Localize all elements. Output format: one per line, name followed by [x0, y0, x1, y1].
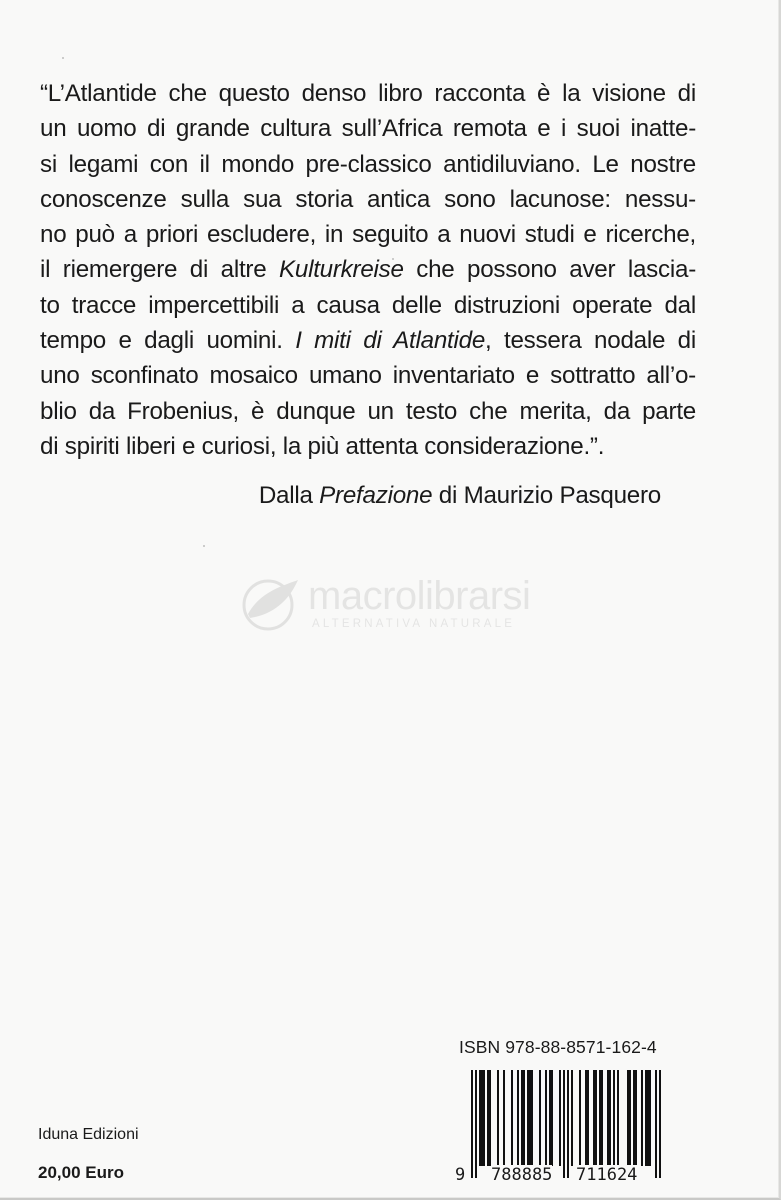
isbn-label: ISBN 978-88-8571-162-4 [459, 1037, 657, 1057]
barcode-bar [627, 1070, 629, 1166]
barcode-bar [649, 1070, 651, 1166]
quote-line: “L’Atlantide che questo denso libro racconta è la visione di [40, 80, 696, 107]
barcode-bar [613, 1070, 615, 1166]
quote-line: uno sconfinato mosaico umano inventariato e sottratto all’o- [40, 362, 696, 390]
barcode-bar [549, 1070, 551, 1166]
barcode-bar [479, 1070, 481, 1166]
barcode-bar [517, 1070, 519, 1166]
barcode-bar [607, 1070, 609, 1166]
barcode-bar [571, 1070, 573, 1166]
watermark-tagline: ALTERNATIVA NATURALE [312, 618, 516, 630]
barcode-bar [647, 1070, 649, 1166]
quote-text: che possono aver lascia- [403, 256, 696, 284]
barcode-bar [529, 1070, 531, 1166]
barcode-bar [527, 1070, 529, 1166]
barcode-bar [585, 1070, 587, 1166]
barcode-bar [471, 1070, 473, 1178]
barcode-bar [545, 1070, 547, 1166]
barcode-bar [487, 1070, 489, 1166]
quote-line: si legami con il mondo pre-classico antidiluviano. Le nostre [40, 150, 696, 178]
barcode-bar [629, 1070, 631, 1166]
quote-text: tempo e dagli uomini. [40, 327, 296, 355]
barcode-digit-first: 9 [455, 1165, 466, 1185]
barcode-bar [579, 1070, 581, 1166]
barcode-bar [511, 1070, 513, 1166]
barcode-bar [655, 1070, 657, 1178]
watermark-brand: macrolibrarsi [308, 574, 531, 618]
barcode-bar [617, 1070, 619, 1166]
barcode-bar [559, 1070, 561, 1166]
barcode-bar [567, 1070, 569, 1178]
quote-line: no può a priori escludere, in seguito a nuovi studi e ricerche, [40, 221, 696, 249]
barcode-bar [587, 1070, 589, 1166]
barcode-bar [641, 1070, 643, 1166]
quote-line [40, 323, 696, 358]
barcode-bar [601, 1070, 603, 1166]
barcode-bar [551, 1070, 553, 1166]
print-speck [203, 545, 205, 547]
barcode-bar [539, 1070, 541, 1166]
quote-line: conoscenze sulla sua storia antica sono lacunose: nessu- [40, 185, 696, 213]
barcode-bar [595, 1070, 597, 1166]
attribution-author: di Maurizio Pasquero [432, 482, 661, 509]
barcode-bar [489, 1070, 491, 1166]
quote-line: un uomo di grande cultura sull’Africa remota e i suoi inatte- [40, 115, 696, 143]
print-speck [62, 57, 64, 59]
barcode-digits-right: 711624 [576, 1165, 638, 1185]
publisher-name: Iduna Edizioni [38, 1126, 139, 1143]
barcode-bar [563, 1070, 565, 1178]
isbn-barcode [455, 1068, 667, 1188]
barcode-bar [633, 1070, 635, 1166]
barcode-bar [475, 1070, 477, 1178]
barcode-bar [599, 1070, 601, 1166]
back-cover-quote [40, 76, 696, 464]
quote-text: il riemergere di altre [40, 256, 279, 284]
quote-attribution [180, 478, 661, 513]
barcode-bar [635, 1070, 637, 1166]
barcode-bar [497, 1070, 499, 1166]
quote-line: blio da Frobenius, è dunque un testo che merita, da parte [40, 397, 696, 425]
barcode-bar [659, 1070, 661, 1178]
barcode-bar [481, 1070, 483, 1166]
macrolibrarsi-watermark [238, 570, 548, 640]
attribution-prefix: Dalla [258, 482, 320, 509]
attribution-work: Prefazione [319, 482, 433, 509]
quote-text: , tessera nodale di [485, 327, 696, 355]
quote-italic-title: I miti di Atlantide [295, 327, 486, 355]
barcode-bar [523, 1070, 525, 1166]
price-label: 20,00 Euro [38, 1163, 124, 1182]
leaf-logo-icon [238, 574, 302, 632]
quote-line: di spiriti liberi e curiosi, la più attenta considerazione.”. [40, 432, 605, 460]
barcode-bar [483, 1070, 485, 1166]
barcode-bar [609, 1070, 611, 1166]
quote-italic-term: Kulturkreise [278, 256, 404, 284]
barcode-bar [503, 1070, 505, 1166]
quote-line [40, 252, 696, 287]
quote-line: to tracce impercettibili a causa delle distruzioni operate dal [40, 291, 696, 319]
barcode-digits-left: 788885 [491, 1165, 553, 1185]
barcode-bar [521, 1070, 523, 1166]
barcode-bar [593, 1070, 595, 1166]
barcode-bar [531, 1070, 533, 1166]
barcode-bar [645, 1070, 647, 1166]
